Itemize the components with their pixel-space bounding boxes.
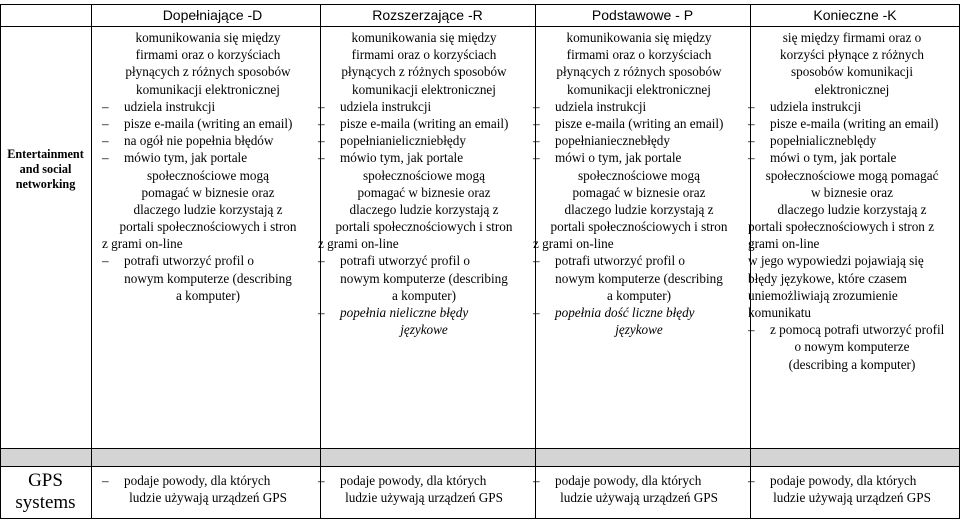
cell-text: firmami oraz o korzyściach	[566, 47, 712, 63]
cell-line	[748, 46, 956, 63]
row-label-line: systems	[15, 492, 76, 513]
cell-line	[533, 235, 745, 252]
cell-line	[102, 489, 314, 506]
cell-line	[102, 98, 314, 115]
cell-gps-d	[102, 472, 314, 506]
header-k: Konieczne -K	[813, 7, 897, 23]
cell-text: pisze e-maila (writing an email)	[770, 115, 939, 131]
cell-text: pomagać w biznesie oraz	[572, 184, 706, 200]
cell-text: z grami on-line	[318, 236, 399, 252]
cell-line	[318, 132, 530, 149]
row-label-entertainment	[3, 147, 88, 192]
bullet-dash: –	[318, 133, 325, 149]
cell-line	[748, 489, 956, 506]
bullet-dash: –	[318, 473, 325, 488]
bullet-dash: –	[748, 473, 755, 488]
grid-line	[91, 4, 92, 519]
cell-text: na ogół nie popełnia błędów	[124, 133, 274, 149]
bullet-dash: –	[318, 115, 325, 131]
cell-text: płynących z różnych sposobów	[125, 64, 291, 80]
cell-line	[748, 132, 956, 149]
cell-line	[533, 321, 745, 338]
cell-text: portali społecznościowych i stron	[550, 219, 728, 235]
bullet-dash: –	[748, 115, 755, 131]
cell-text: mówi o tym, jak portale	[555, 150, 682, 166]
cell-line	[533, 63, 745, 80]
cell-text: nowym komputerze (describing	[124, 270, 292, 286]
cell-line	[533, 29, 745, 46]
cell-text: w jego wypowiedzi pojawiają się	[748, 253, 924, 269]
cell-text: a komputer)	[606, 287, 672, 303]
cell-text: mówio tym, jak portale	[124, 150, 248, 166]
cell-text: popełnia nieliczne błędy	[340, 305, 469, 320]
cell-text: podaje powody, dla których	[555, 473, 702, 488]
cell-line	[533, 98, 745, 115]
cell-line	[318, 489, 530, 506]
cell-line	[318, 63, 530, 80]
cell-line	[533, 132, 745, 149]
cell-text: ludzie używają urządzeń GPS	[345, 490, 503, 506]
cell-text: pisze e-maila (writing an email)	[124, 115, 293, 131]
cell-text: komunikowania się między	[351, 30, 497, 45]
cell-line	[318, 472, 530, 489]
cell-line	[102, 235, 314, 252]
cell-text: komunikacji elektronicznej	[136, 81, 280, 97]
bullet-dash: –	[318, 253, 325, 269]
cell-text: udziela instrukcji	[770, 98, 862, 114]
cell-line	[102, 149, 314, 166]
cell-text: o nowym komputerze	[794, 339, 910, 355]
header-d: Dopełniające -D	[162, 7, 263, 23]
cell-text: pomagać w biznesie oraz	[357, 184, 491, 200]
cell-text: udziela instrukcji	[555, 98, 647, 114]
cell-line	[102, 201, 314, 218]
cell-line	[102, 252, 314, 269]
cell-text: podaje powody, dla których	[770, 473, 917, 488]
cell-line	[318, 235, 530, 252]
cell-line	[318, 321, 530, 338]
cell-line	[748, 149, 956, 166]
cell-text: podaje powody, dla których	[124, 473, 271, 488]
cell-text: z grami on-line	[533, 236, 614, 252]
cell-line	[318, 218, 530, 235]
cell-text: mówi o tym, jak portale	[770, 150, 897, 166]
cell-text: ludzie używają urządzeń GPS	[560, 490, 718, 506]
cell-line	[748, 304, 956, 321]
cell-text: (describing a komputer)	[788, 356, 916, 372]
cell-line	[533, 201, 745, 218]
cell-line	[318, 304, 530, 321]
cell-text: nowym komputerze (describing	[340, 270, 508, 286]
bullet-dash: –	[748, 133, 755, 149]
cell-text: mówio tym, jak portale	[340, 150, 464, 166]
cell-text: portali społecznościowych i stron	[119, 219, 297, 235]
cell-text: popełnialiczneblędy	[770, 133, 877, 149]
cell-line	[102, 218, 314, 235]
cell-line	[748, 270, 956, 287]
cell-line	[318, 201, 530, 218]
header-p: Podstawowe - P	[591, 7, 694, 23]
cell-line	[533, 489, 745, 506]
cell-line	[102, 167, 314, 184]
cell-text: komunikowania się między	[135, 30, 281, 45]
cell-text: potrafi utworzyć profil o	[340, 253, 471, 269]
cell-line	[102, 29, 314, 46]
cell-text: dlaczego ludzie korzystają z	[349, 201, 499, 217]
cell-line	[533, 115, 745, 132]
cell-entertainment-d	[102, 29, 314, 304]
cell-line	[318, 115, 530, 132]
bullet-dash: –	[102, 473, 109, 488]
cell-line	[102, 63, 314, 80]
cell-line	[102, 46, 314, 63]
bullet-dash: –	[748, 98, 755, 114]
cell-line	[102, 132, 314, 149]
cell-text: korzyści płynące z różnych	[780, 47, 924, 63]
cell-line	[748, 184, 956, 201]
cell-line	[318, 46, 530, 63]
cell-line	[748, 115, 956, 132]
cell-text: a komputer)	[391, 287, 457, 303]
bullet-dash: –	[533, 115, 540, 131]
row-label-line: networking	[15, 177, 76, 191]
cell-text: grami on-line	[748, 236, 820, 252]
bullet-dash: –	[102, 133, 109, 149]
cell-text: ludzie używają urządzeń GPS	[773, 490, 931, 506]
cell-text: udziela instrukcji	[124, 98, 216, 114]
cell-line	[102, 184, 314, 201]
cell-line	[533, 304, 745, 321]
bullet-dash: –	[533, 98, 540, 114]
cell-line	[102, 270, 314, 287]
cell-text: uniemożliwiają zrozumienie	[748, 287, 898, 303]
bullet-dash: –	[533, 253, 540, 269]
cell-gps-r	[318, 472, 530, 506]
cell-text: pomagać w biznesie oraz	[141, 184, 275, 200]
bullet-dash: –	[102, 150, 109, 166]
cell-text: komunikacji elektronicznej	[567, 81, 711, 97]
cell-text: popełnianiecznebłędy	[555, 133, 670, 149]
cell-entertainment-p	[533, 29, 745, 338]
cell-text: udziela instrukcji	[340, 98, 432, 114]
cell-text: błędy językowe, które czasem	[748, 270, 907, 286]
cell-line	[748, 201, 956, 218]
cell-line	[533, 270, 745, 287]
row-label-line: Entertainment	[7, 147, 84, 161]
cell-line	[318, 167, 530, 184]
cell-entertainment-r	[318, 29, 530, 338]
cell-entertainment-k	[748, 29, 956, 373]
bullet-dash: –	[533, 150, 540, 166]
cell-text: podaje powody, dla których	[340, 473, 487, 488]
cell-text: językowe	[400, 322, 448, 338]
cell-line	[102, 287, 314, 304]
cell-text: komunikatu	[748, 305, 812, 320]
cell-text: potrafi utworzyć profil o	[124, 253, 255, 269]
cell-line	[318, 81, 530, 98]
cell-line	[102, 472, 314, 489]
cell-text: komunikowania się między	[566, 30, 712, 45]
bullet-dash: –	[748, 322, 755, 338]
cell-line	[533, 472, 745, 489]
cell-line	[748, 338, 956, 355]
cell-line	[748, 167, 956, 184]
cell-text: nowym komputerze (describing	[555, 270, 723, 286]
cell-text: a komputer)	[175, 287, 241, 303]
cell-text: z grami on-line	[102, 236, 183, 252]
cell-line	[318, 29, 530, 46]
bullet-dash: –	[533, 473, 540, 488]
cell-line	[102, 81, 314, 98]
cell-text: firmami oraz o korzyściach	[351, 47, 497, 63]
bullet-dash: –	[102, 115, 109, 131]
grid-line	[0, 466, 960, 467]
cell-text: portali społecznościowych i stron z	[748, 219, 935, 235]
bullet-dash: –	[102, 253, 109, 269]
cell-text: komunikacji elektronicznej	[352, 81, 496, 97]
bullet-dash: –	[318, 305, 325, 320]
cell-line	[533, 184, 745, 201]
row-label-gps	[3, 470, 88, 514]
cell-line	[748, 356, 956, 373]
cell-text: pisze e-maila (writing an email)	[340, 115, 509, 131]
cell-gps-k	[748, 472, 956, 506]
cell-line	[318, 252, 530, 269]
cell-text: w biznesie oraz	[810, 184, 894, 200]
separator-band	[0, 449, 960, 466]
cell-text: płynących z różnych sposobów	[556, 64, 722, 80]
grid-line	[0, 448, 960, 449]
cell-text: ludzie używają urządzeń GPS	[129, 490, 287, 506]
cell-text: społecznościowe mogą pomagać	[765, 167, 939, 183]
bullet-dash: –	[318, 98, 325, 114]
cell-line	[533, 252, 745, 269]
cell-text: z pomocą potrafi utworzyć profil	[770, 322, 945, 338]
cell-line	[102, 115, 314, 132]
cell-text: potrafi utworzyć profil o	[555, 253, 686, 269]
cell-line	[748, 252, 956, 269]
grid-line	[0, 26, 960, 27]
cell-text: sposobów komunikacji	[791, 64, 913, 80]
cell-text: społecznościowe mogą	[363, 167, 485, 183]
cell-line	[748, 235, 956, 252]
cell-line	[748, 218, 956, 235]
cell-text: społecznościowe mogą	[147, 167, 269, 183]
grid-line	[0, 4, 1, 519]
bullet-dash: –	[533, 133, 540, 149]
cell-line	[533, 81, 745, 98]
cell-line	[748, 321, 956, 338]
cell-gps-p	[533, 472, 745, 506]
cell-line	[318, 270, 530, 287]
cell-line	[533, 167, 745, 184]
cell-line	[533, 149, 745, 166]
cell-line	[748, 287, 956, 304]
bullet-dash: –	[102, 98, 109, 114]
bullet-dash: –	[318, 150, 325, 166]
bullet-dash: –	[748, 150, 755, 166]
cell-line	[748, 29, 956, 46]
cell-text: pisze e-maila (writing an email)	[555, 115, 724, 131]
cell-line	[533, 218, 745, 235]
row-label-line: and social	[19, 162, 72, 176]
cell-text: się między firmami oraz o	[782, 30, 922, 45]
cell-text: językowe	[615, 322, 663, 338]
cell-line	[533, 287, 745, 304]
cell-text: elektronicznej	[814, 81, 890, 97]
bullet-dash: –	[533, 305, 540, 320]
cell-line	[748, 472, 956, 489]
grid-line	[0, 4, 960, 5]
cell-line	[318, 287, 530, 304]
cell-text: społecznościowe mogą	[578, 167, 700, 183]
cell-text: firmami oraz o korzyściach	[135, 47, 281, 63]
cell-text: płynących z różnych sposobów	[341, 64, 507, 80]
header-r: Rozszerzające -R	[372, 7, 483, 23]
cell-line	[748, 63, 956, 80]
cell-line	[318, 98, 530, 115]
row-label-line: GPS	[28, 470, 63, 491]
cell-line	[748, 81, 956, 98]
cell-line	[318, 149, 530, 166]
cell-line	[533, 46, 745, 63]
cell-line	[318, 184, 530, 201]
cell-text: popełnianieliczniebłędy	[340, 133, 466, 149]
cell-text: portali społecznościowych i stron	[335, 219, 513, 235]
cell-line	[748, 98, 956, 115]
cell-text: dlaczego ludzie korzystają z	[564, 201, 714, 217]
cell-text: dlaczego ludzie korzystają z	[133, 201, 283, 217]
cell-text: dlaczego ludzie korzystają z	[777, 201, 927, 217]
cell-text: popełnia dość liczne błędy	[555, 305, 695, 320]
